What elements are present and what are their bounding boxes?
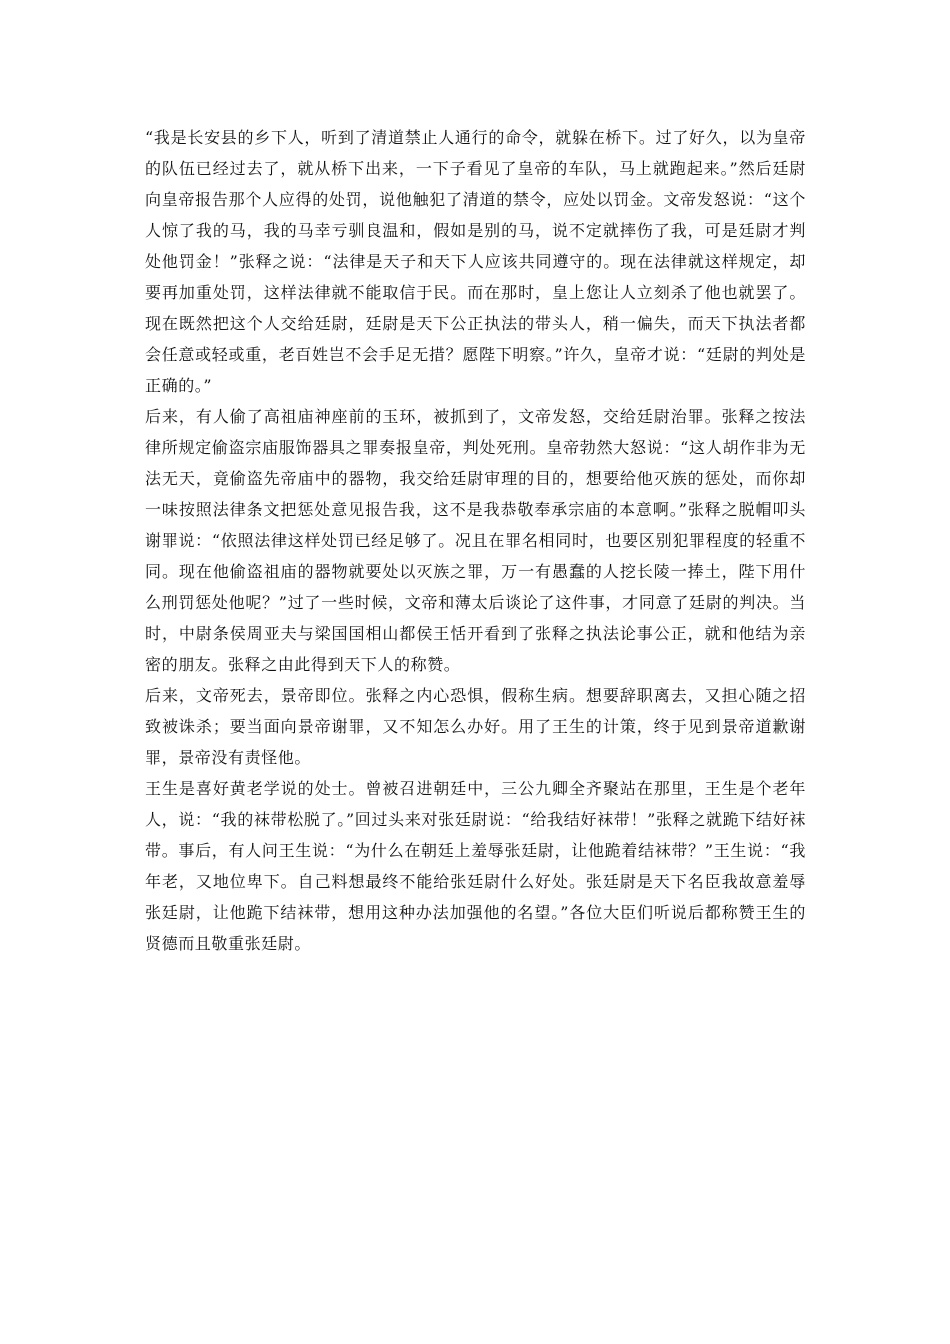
paragraph-1: “我是长安县的乡下人，听到了清道禁止人通行的命令，就躲在桥下。过了好久，以为皇帝的队伍已经过去了，就从桥下出来，一下子看见了皇帝的车队，马上就跑起来。”然后廷尉向皇帝报告那个人应得的处罚，说他触犯了清道的禁令，应处以罚金。文帝发怒说：“这个人惊了我的马，我的马幸亏驯良温和，假如是别的马，说不定就摔伤了我，可是廷尉才判处他罚金！”张释之说：“法律是天子和天下人应该共同遵守的。现在法律就这样规定，却要再加重处罚，这样法律就不能取信于民。而在那时，皇上您让人立刻杀了他也就罢了。现在既然把这个人交给廷尉，廷尉是天下公正执法的带头人，稍一偏失，而天下执法者都会任意或轻或重，老百姓岂不会手足无措？愿陛下明察。”许久，皇帝才说：“廷尉的判处是正确的。” [145, 128, 806, 395]
document-body [145, 122, 806, 959]
paragraph-3: 后来，文帝死去，景帝即位。张释之内心恐惧，假称生病。想要辞职离去，又担心随之招致被诛杀；要当面向景帝谢罪，又不知怎么办好。用了王生的计策，终于见到景帝道歉谢罪，景帝没有责怪他。 [145, 686, 806, 767]
paragraph-2: 后来，有人偷了高祖庙神座前的玉环，被抓到了，文帝发怒，交给廷尉治罪。张释之按法律所规定偷盗宗庙服饰器具之罪奏报皇帝，判处死刑。皇帝勃然大怒说：“这人胡作非为无法无天，竟偷盗先帝庙中的器物，我交给廷尉审理的目的，想要给他灭族的惩处，而你却一味按照法律条文把惩处意见报告我，这不是我恭敬奉承宗庙的本意啊。”张释之脱帽叩头谢罪说：“依照法律这样处罚已经足够了。况且在罪名相同时，也要区别犯罪程度的轻重不同。现在他偷盗祖庙的器物就要处以灭族之罪，万一有愚蠢的人挖长陵一捧土，陛下用什么刑罚惩处他呢？”过了一些时候，文帝和薄太后谈论了这件事，才同意了廷尉的判决。当时，中尉条侯周亚夫与梁国国相山都侯王恬开看到了张释之执法论事公正，就和他结为亲密的朋友。张释之由此得到天下人的称赞。 [145, 407, 806, 674]
paragraph-4: 王生是喜好黄老学说的处士。曾被召进朝廷中，三公九卿全齐聚站在那里，王生是个老年人，说：“我的袜带松脱了。”回过头来对张廷尉说：“给我结好袜带！”张释之就跪下结好袜带。事后，有人问王生说：“为什么在朝廷上羞辱张廷尉，让他跪着结袜带？”王生说：“我年老，又地位卑下。自己料想最终不能给张廷尉什么好处。张廷尉是天下名臣我故意羞辱张廷尉，让他跪下结袜带，想用这种办法加强他的名望。”各位大臣们听说后都称赞王生的贤德而且敬重张廷尉。 [145, 779, 806, 953]
